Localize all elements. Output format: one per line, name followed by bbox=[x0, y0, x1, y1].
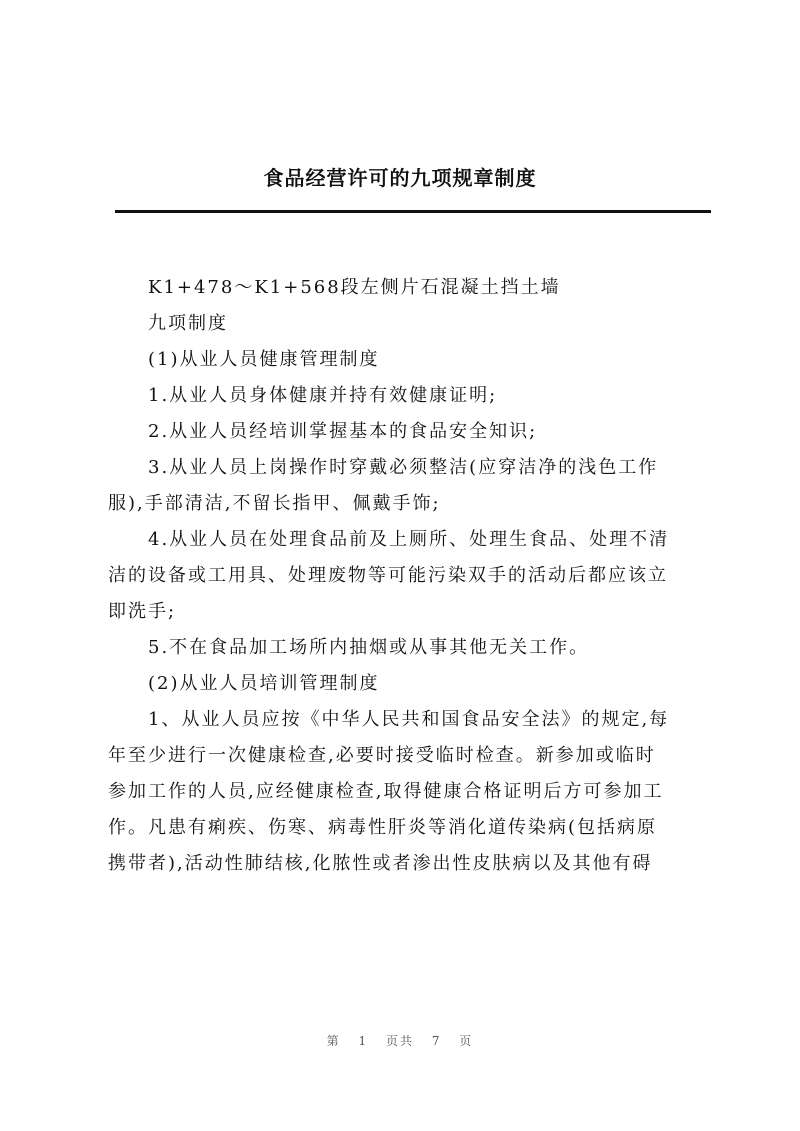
document-body bbox=[108, 270, 708, 882]
title-underline bbox=[115, 210, 711, 213]
text-line: 参加工作的人员,应经健康检查,取得健康合格证明后方可参加工 bbox=[108, 781, 664, 802]
page-title: 食品经营许可的九项规章制度 bbox=[263, 166, 537, 190]
footer-total-pages: 7 bbox=[431, 1034, 442, 1048]
text-line: 九项制度 bbox=[148, 313, 228, 334]
text-line: 1.从业人员身体健康并持有效健康证明; bbox=[148, 385, 498, 406]
paragraph bbox=[108, 522, 708, 630]
footer-prefix: 第 bbox=[326, 1034, 341, 1048]
text-line: (1)从业人员健康管理制度 bbox=[148, 349, 380, 370]
text-line: 作。凡患有痢疾、伤寒、病毒性肝炎等消化道传染病(包括病原 bbox=[108, 817, 658, 838]
footer-suffix: 页 bbox=[459, 1034, 474, 1048]
text-line: 年至少进行一次健康检查,必要时接受临时检查。新参加或临时 bbox=[108, 745, 656, 766]
text-line: 即洗手; bbox=[108, 601, 177, 622]
paragraph bbox=[108, 342, 708, 378]
paragraph bbox=[108, 630, 708, 666]
text-line: 2.从业人员经培训掌握基本的食品安全知识; bbox=[148, 421, 538, 442]
text-line: (2)从业人员培训管理制度 bbox=[148, 673, 380, 694]
footer-page-number: 1 bbox=[358, 1034, 369, 1048]
paragraph bbox=[108, 270, 708, 306]
text-line: K1+478～K1+568段左侧片石混凝土挡土墙 bbox=[148, 277, 561, 298]
text-line: 5.不在食品加工场所内抽烟或从事其他无关工作。 bbox=[148, 637, 590, 658]
paragraph bbox=[108, 378, 708, 414]
text-line: 服),手部清洁,不留长指甲、佩戴手饰; bbox=[108, 493, 441, 514]
paragraph bbox=[108, 666, 708, 702]
text-line: 洁的设备或工用具、处理废物等可能污染双手的活动后都应该立 bbox=[108, 565, 668, 586]
paragraph bbox=[108, 306, 708, 342]
paragraph bbox=[108, 414, 708, 450]
footer-middle: 页共 bbox=[385, 1034, 414, 1048]
text-line: 携带者),活动性肺结核,化脓性或者渗出性皮肤病以及其他有碍 bbox=[108, 853, 653, 874]
paragraph bbox=[108, 450, 708, 522]
text-line: 3.从业人员上岗操作时穿戴必须整洁(应穿洁净的浅色工作 bbox=[148, 457, 659, 478]
page-footer bbox=[0, 1032, 800, 1049]
text-line: 1、从业人员应按《中华人民共和国食品安全法》的规定,每 bbox=[148, 709, 670, 730]
text-line: 4.从业人员在处理食品前及上厕所、处理生食品、处理不清 bbox=[148, 529, 670, 550]
paragraph bbox=[108, 702, 708, 882]
